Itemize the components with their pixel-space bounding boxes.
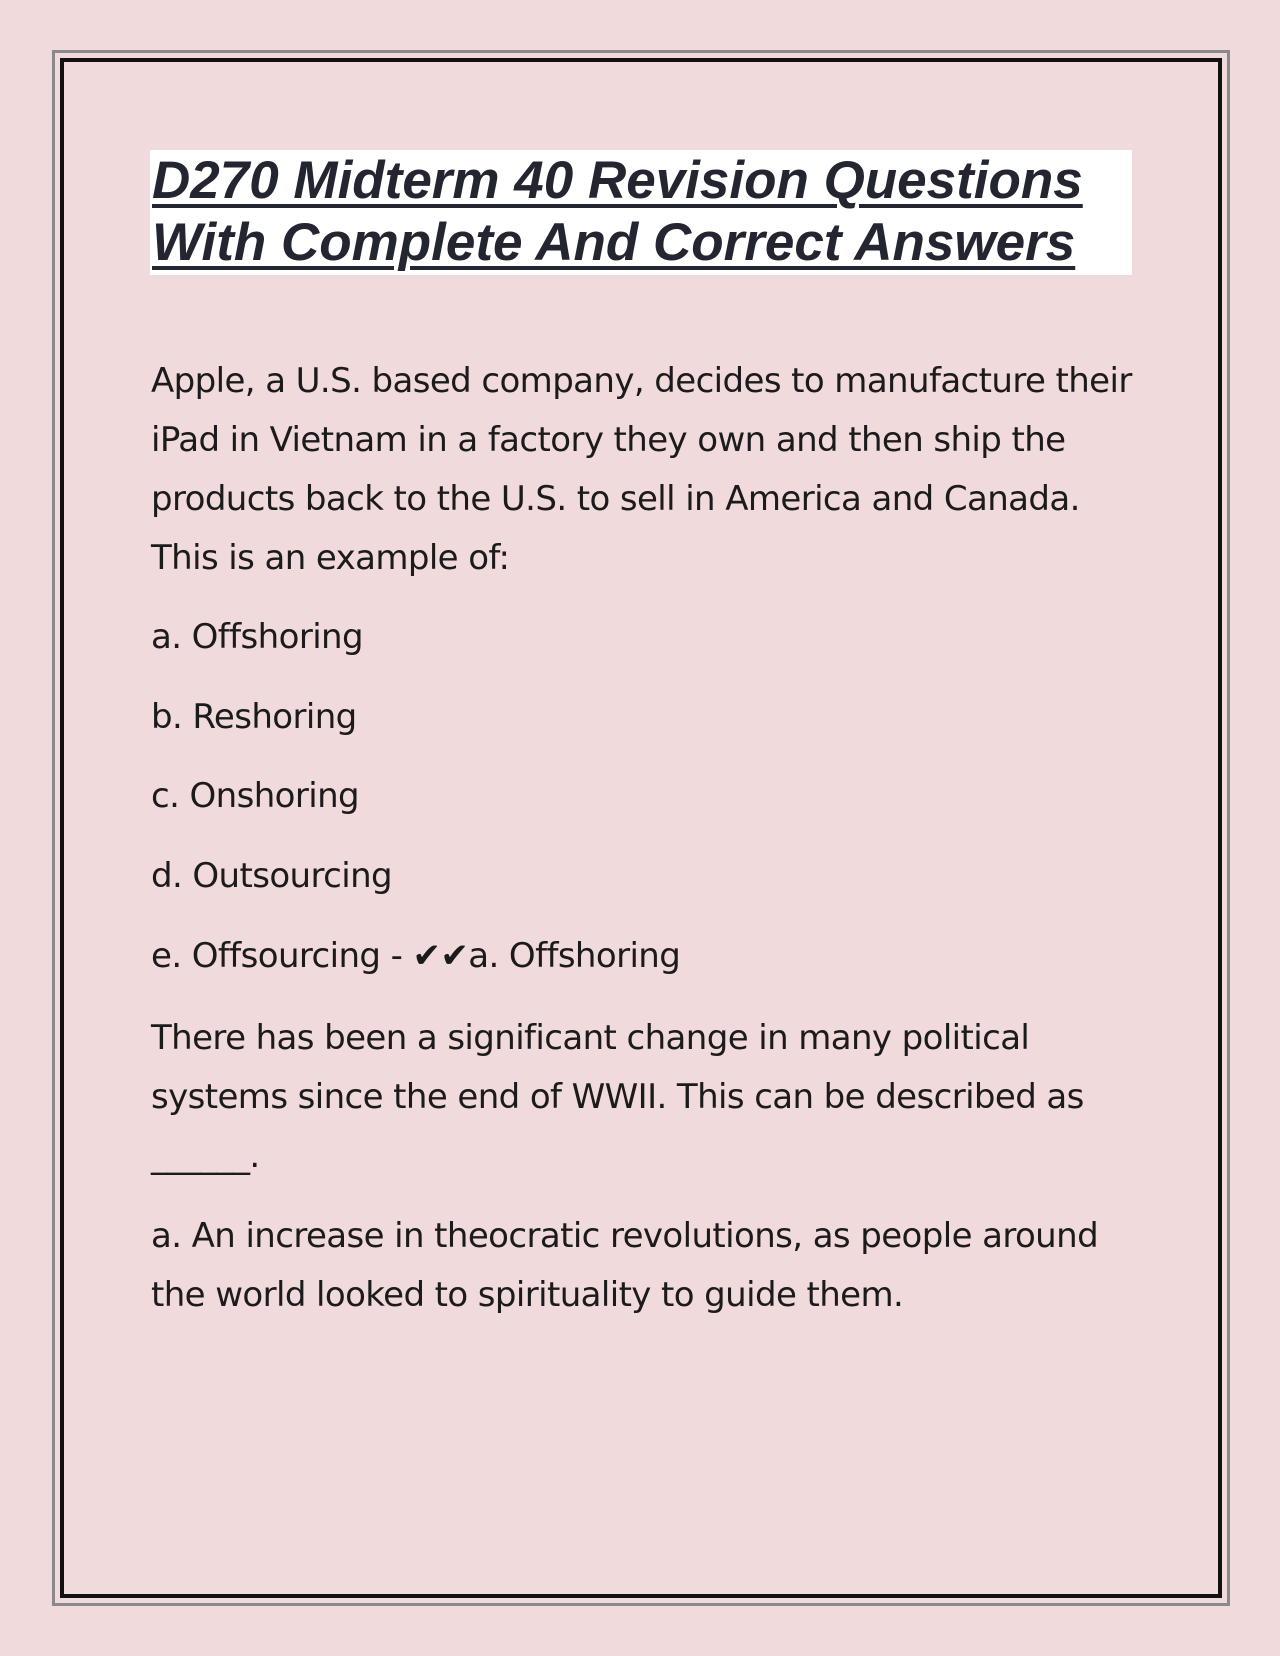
question-2-stem: There has been a significant change in many political systems since the end of WWII. This can be described as ______. [151,1018,1084,1176]
title-line-2: With Complete And Correct Answers [152,213,1076,272]
question-1-option-c: c. Onshoring [151,776,360,816]
question-2-option-a: a. An increase in theocratic revolutions, as people around the world looked to spirituality to guide them. [151,1216,1099,1315]
page-border [52,50,1230,1606]
document-title [152,150,1132,274]
question-1-option-b: b. Reshoring [151,697,357,737]
page-border-inner [60,58,1222,1598]
question-1-option-d: d. Outsourcing [151,856,393,896]
question-1-option-a: a. Offshoring [151,617,363,657]
question-1-stem: Apple, a U.S. based company, decides to manufacture their iPad in Vietnam in a factory they own and then ship the products back to the U.S. to sell in America and Canada. This is an example of: [151,361,1132,578]
question-1-option-e-answer: e. Offsourcing - ✔✔a. Offshoring [151,936,681,976]
title-line-1: D270 Midterm 40 Revision Questions [152,151,1083,210]
